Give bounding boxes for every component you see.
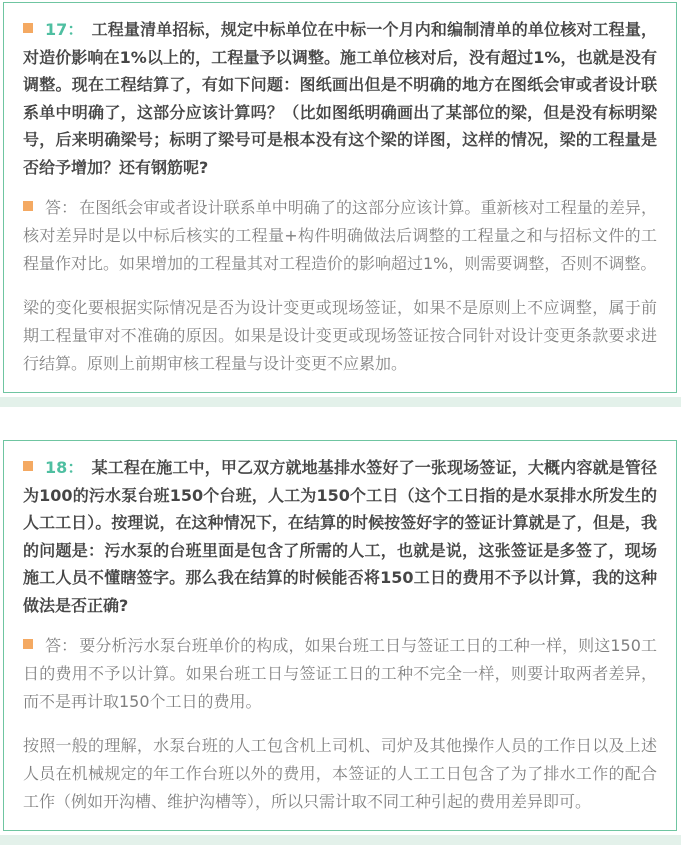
accent-strip (0, 835, 681, 845)
answer-paragraph (23, 632, 657, 716)
qa-card-17 (3, 2, 677, 393)
accent-strip (0, 397, 681, 407)
question-text: 工程量清单招标，规定中标单位在中标一个月内和编制清单的单位核对工程量，对造价影响在1%以上的，工程量予以调整。施工单位核对后，没有超过1%，也就是没有调整。现在工程结算了，有如下问题：图纸画出但是不明确的地方在图纸会审或者设计联系单中明确了，这部分应该计算吗？（比如图纸明确画出了某部位的梁，但是没有标明梁号，后来明确梁号；标明了梁号可是根本没有这个梁的详图，这样的情况，梁的工程量是否给予增加？还有钢筋呢? (23, 20, 657, 177)
question-number: 18： (45, 458, 84, 478)
answer-text: 要分析污水泵台班单价的构成，如果台班工日与签证工日的工种一样，则这150工日的费用不予以计算。如果台班工日与签证工日的工种不完全一样，则要计取两者差异，而不是再计取150个工日的费用。 (23, 636, 657, 712)
answer-text: 在图纸会审或者设计联系单中明确了的这部分应该计算。重新核对工程量的差异，核对差异时是以中标后核实的工程量+构件明确做法后调整的工程量之和与招标文件的工程量作对比。如果增加的工程量其对工程造价的影响超过1%，则需要调整，否则不调整。 (23, 198, 657, 274)
question-text: 某工程在施工中，甲乙双方就地基排水签好了一张现场签证，大概内容就是管径为100的污水泵台班150个台班，人工为150个工日（这个工日指的是水泵排水所发生的人工工日）。按理说，在这种情况下，在结算的时候按签好字的签证计算就是了，但是，我的问题是：污水泵的台班里面是包含了所需的人工，也就是说，这张签证是多签了，现场施工人员不懂瞎签字。那么我在结算的时候能否将150工日的费用不予以计算，我的这种做法是否正确? (23, 458, 657, 615)
answer-label: 答： (45, 636, 78, 656)
bullet-square-icon (23, 639, 33, 649)
answer-paragraph: 梁的变化要根据实际情况是否为设计变更或现场签证，如果不是原则上不应调整，属于前期工程量审对不准确的原因。如果是设计变更或现场签证按合同针对设计变更条款要求进行结算。原则上前期审核工程量与设计变更不应累加。 (23, 298, 657, 374)
answer-paragraph (23, 194, 657, 278)
question-paragraph (23, 454, 657, 619)
bullet-square-icon (23, 461, 33, 471)
bullet-square-icon (23, 23, 33, 33)
question-paragraph (23, 16, 657, 181)
answer-label: 答： (45, 198, 78, 218)
card-gap (0, 407, 681, 440)
answer-paragraph: 按照一般的理解，水泵台班的人工包含机上司机、司炉及其他操作人员的工作日以及上述人员在机械规定的年工作台班以外的费用，本签证的人工工日包含了为了排水工作的配合工作（例如开沟槽、维护沟槽等），所以只需计取不同工种引起的费用差异即可。 (23, 736, 657, 812)
question-number: 17： (45, 20, 84, 39)
bullet-square-icon (23, 201, 33, 211)
qa-card-18 (3, 440, 677, 831)
